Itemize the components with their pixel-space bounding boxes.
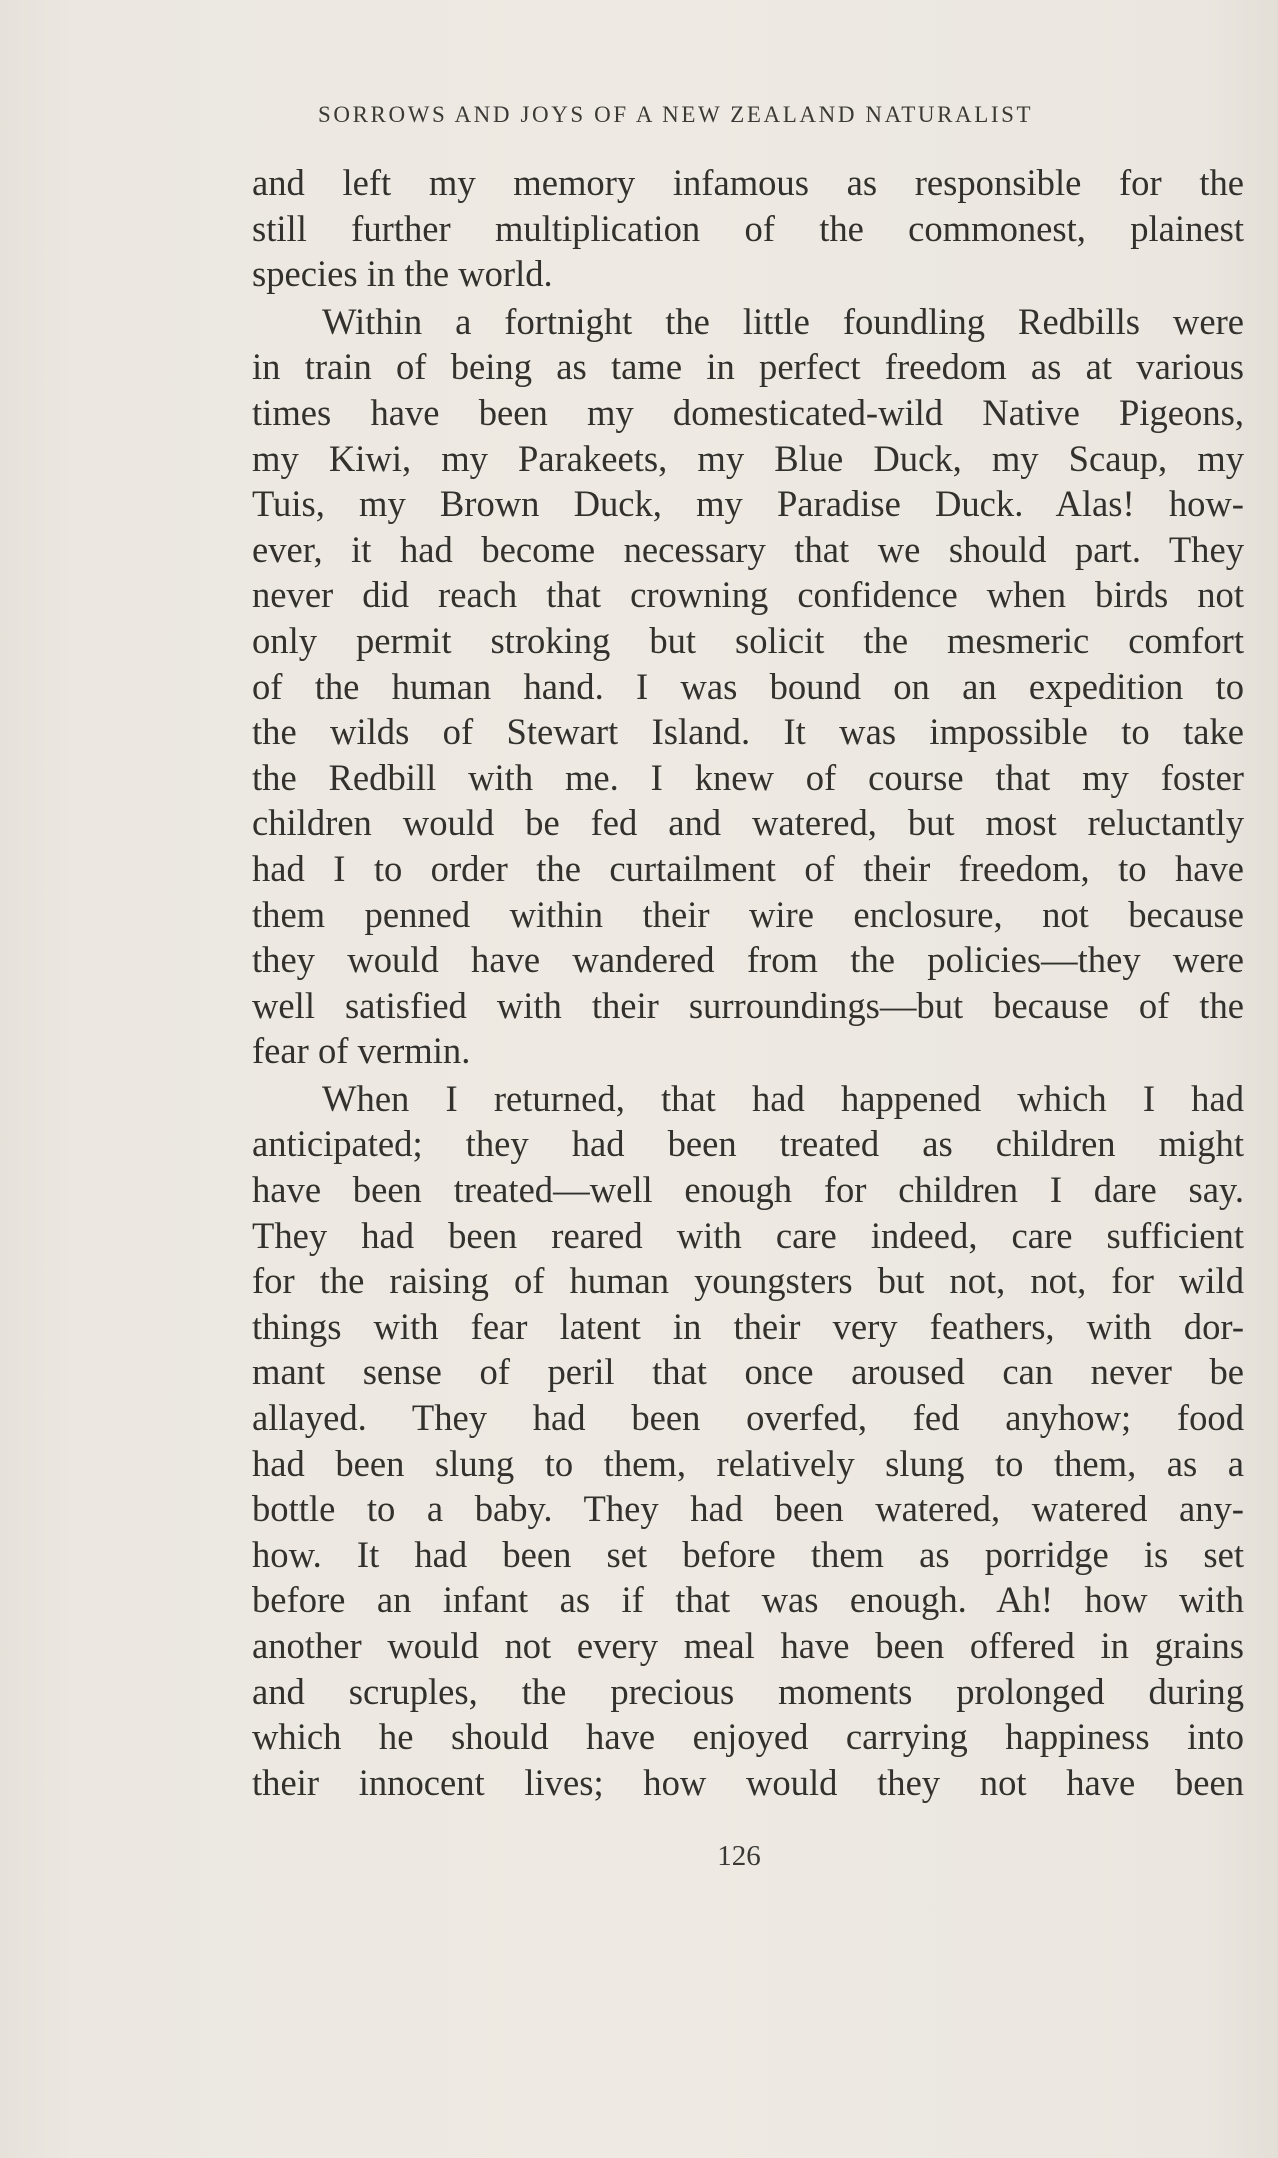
running-head: SORROWS AND JOYS OF A NEW ZEALAND NATURALIST: [318, 102, 1034, 127]
text-line: my Kiwi, my Parakeets, my Blue Duck, my Scaup, my: [252, 437, 1244, 479]
text-line: how. It had been set before them as porridge is set: [252, 1533, 1244, 1575]
text-line: in train of being as tame in perfect freedom as at various: [252, 346, 1244, 388]
text-line: them penned within their wire enclosure, not because: [252, 893, 1244, 935]
paragraph: [252, 299, 1244, 1074]
page-number: 126: [717, 1840, 761, 1872]
text-line: bottle to a baby. They had been watered, watered any-: [252, 1488, 1244, 1530]
text-line: their innocent lives; how would they not have been: [252, 1761, 1244, 1803]
text-line: and left my memory infamous as responsible for the: [252, 162, 1244, 203]
text-line: for the raising of human youngsters but not, not, for wild: [252, 1260, 1244, 1302]
text-line: still further multiplication of the commonest, plainest: [252, 207, 1244, 249]
text-line: mant sense of peril that once aroused can never be: [252, 1351, 1244, 1393]
text-line: allayed. They had been overfed, fed anyhow; food: [252, 1397, 1244, 1439]
text-line: fear of vermin.: [252, 1030, 471, 1072]
body-text: [252, 160, 1244, 1805]
text-line: had been slung to them, relatively slung to them, as a: [252, 1442, 1244, 1484]
text-line: of the human hand. I was bound on an expedition to: [252, 665, 1244, 707]
paragraph: [252, 1076, 1244, 1806]
text-line: When I returned, that had happened which I had: [322, 1077, 1244, 1119]
text-line: things with fear latent in their very feathers, with dor-: [252, 1305, 1244, 1347]
text-line: species in the world.: [252, 253, 553, 295]
text-line: and scruples, the precious moments prolonged during: [252, 1670, 1244, 1712]
text-line: They had been reared with care indeed, care sufficient: [252, 1214, 1244, 1256]
text-line: another would not every meal have been offered in grains: [252, 1625, 1244, 1666]
text-line: anticipated; they had been treated as children might: [252, 1123, 1244, 1165]
text-line: ever, it had become necessary that we should part. They: [252, 528, 1244, 570]
text-line: have been treated—well enough for children I dare say.: [252, 1169, 1244, 1211]
text-line: only permit stroking but solicit the mesmeric comfort: [252, 619, 1244, 661]
text-line: before an infant as if that was enough. Ah! how with: [252, 1579, 1244, 1621]
text-line: never did reach that crowning confidence when birds not: [252, 574, 1244, 616]
text-line: children would be fed and watered, but most reluctantly: [252, 802, 1244, 844]
text-line: Tuis, my Brown Duck, my Paradise Duck. Alas! how-: [252, 483, 1244, 525]
text-line: well satisfied with their surroundings—but because of the: [252, 984, 1244, 1026]
text-line: times have been my domesticated-wild Native Pigeons,: [252, 391, 1244, 433]
text-line: Within a fortnight the little foundling Redbills were: [322, 300, 1244, 342]
text-line: which he should have enjoyed carrying happiness into: [252, 1716, 1244, 1758]
paragraph: [252, 160, 1244, 297]
text-line: the Redbill with me. I knew of course that my foster: [252, 756, 1244, 798]
text-line: the wilds of Stewart Island. It was impossible to take: [252, 711, 1244, 753]
text-line: they would have wandered from the policies—they were: [252, 939, 1244, 981]
text-line: had I to order the curtailment of their freedom, to have: [252, 847, 1244, 889]
